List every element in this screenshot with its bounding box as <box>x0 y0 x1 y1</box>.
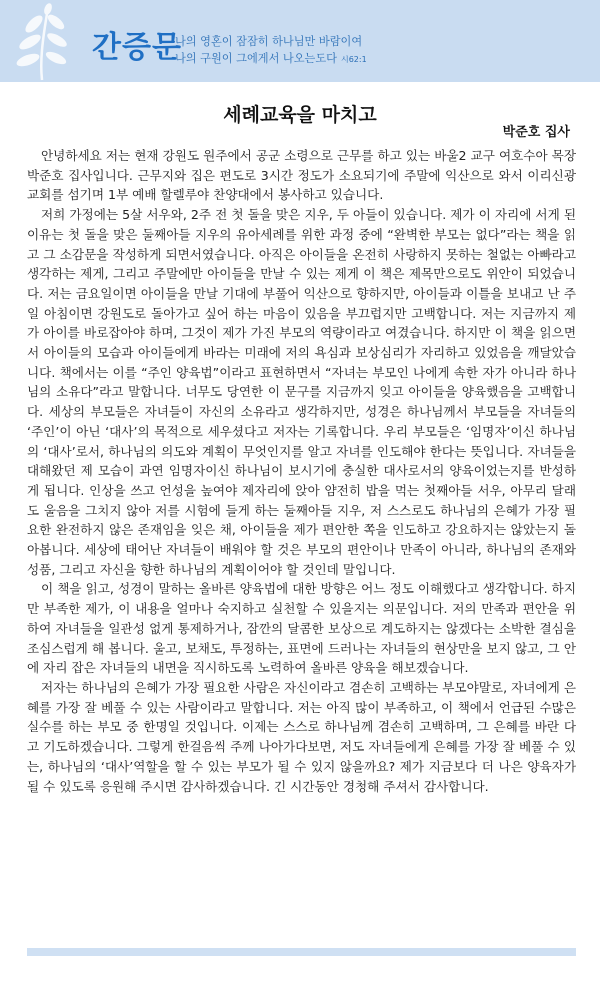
article-title: 세례교육을 마치고 <box>223 104 377 126</box>
article-body <box>27 146 576 796</box>
paragraph: 저자는 하나님의 은혜가 가장 필요한 사람은 자신이라고 겸손히 고백하는 부모야말로, 자녀에게 은혜를 가장 잘 베풀 수 있는 사람이라고 말합니다. 저는 아직 많이 부족하고, 이 책에서 언급된 수많은 실수를 하는 부모 중 한명일 것입니다. 이제는 스스로 하나님께 겸손히 고백하며, 그 은혜를 바란 다고 기도하겠습니다. 그렇게 한걸음씩 주께 나아가다보면, 저도 자녀들에게 은혜를 가장 잘 베풀 수 있는, 하나님의 ‘대사’역할을 할 수 있는 부모가 될 수 있지 않을까요? 제가 지금보다 더 나은 양육자가 될 수 있도록 응원해 주시면 감사하겠습니다. 긴 시간동안 경청해 주셔서 감사합니다. <box>27 679 576 794</box>
olive-branch-icon <box>4 2 84 82</box>
verse-reference: 시62:1 <box>340 55 367 64</box>
section-brand: 간증문 <box>92 30 182 65</box>
article-author: 박준호 집사 <box>502 125 570 140</box>
header-banner <box>0 0 600 82</box>
paragraph: 안녕하세요 저는 현재 강원도 원주에서 공군 소령으로 근무를 하고 있는 바울2 교구 여호수아 목장 박준호 집사입니다. 근무지와 집은 편도로 3시간 정도가 소요되기에 주말에 익산으로 와서 이리신광교회를 섬기며 1부 예배 할렐루야 찬양대에서 봉사하고 있습니다. <box>27 148 576 203</box>
verse-line-1: 나의 영혼이 잠잠히 하나님만 바람이여 <box>175 35 363 48</box>
paragraph: 이 책을 읽고, 성경이 말하는 올바른 양육법에 대한 방향은 어느 정도 이해했다고 생각합니다. 하지만 부족한 제가, 이 내용을 얼마나 숙지하고 실천할 수 있을지는 의문입니다. 저의 만족과 편안을 위하여 자녀들을 일관성 없게 통제하거나, 잠깐의 달콤한 보상으로 계도하지는 않겠다는 소박한 결심을 조심스럽게 해 봅니다. 울고, 보채도, 투정하는, 표면에 드러나는 자녀들의 현상만을 보지 않고, 그 안에 자리 잡은 자녀들의 내면을 직시하도록 노력하여 올바른 양육을 해보겠습니다. <box>27 581 576 676</box>
footer-bar <box>27 948 576 956</box>
scripture-verse <box>175 33 367 68</box>
paragraph: 저희 가정에는 5살 서우와, 2주 전 첫 돌을 맞은 지우, 두 아들이 있습니다. 제가 이 자리에 서게 된 이유는 첫 돌을 맞은 둘째아들 지우의 유아세례를 위한 과정 중에 “완벽한 부모는 없다”라는 책을 읽고 그 소감문을 작성하게 되면서였습니다. 아직은 아이들을 온전히 사랑하지 못하는 철없는 아빠라고 생각하는 제게, 그리고 주말에만 아이들을 만날 수 있는 제게 이 책은 제목만으로도 위안이 되었습니다. 저는 금요일이면 아이들을 만날 기대에 부풀어 익산으로 향하지만, 아이들과 이틀을 보내고 난 주일 아침이면 강원도로 돌아가고 싶어 하는 마음이 있음을 부끄럽지만 고백합니다. 저는 지금까지 제가 아이를 바로잡아야 하며, 그것이 제가 가진 부모의 역량이라고 여겼습니다. 하지만 이 책을 읽으면서 아이들의 모습과 아이들에게 바라는 미래에 저의 욕심과 보상심리가 자리하고 있었음을 깨달았습니다. 책에서는 이를 “주인 양육법”이라고 표현하면서 “자녀는 부모인 나에게 속한 자가 아니라 하나님의 소유다”라고 말합니다. 너무도 당연한 이 문구를 지금까지 잊고 아이들을 양육했음을 고백합니다. 세상의 부모들은 자녀들이 자신의 소유라고 생각하지만, 성경은 하나님께서 부모들을 자녀들의 ‘주인’이 아닌 ‘대사’의 목적으로 세우셨다고 저자는 기록합니다. 우리 부모들은 ‘임명자’이신 하나님의 ‘대사’로서, 하나님의 의도와 계획이 무엇인지를 알고 자녀를 인도해야 한다는 뜻입니다. 자녀들을 대해왔던 제 모습이 과연 임명자이신 하나님이 보시기에 충실한 대사로서의 양육이었는지를 반성하게 됩니다. 인상을 쓰고 언성을 높여야 제자리에 앉아 얌전히 밥을 먹는 첫째아들 서우, 아무리 달래도 울음을 그치지 않아 저를 시험에 들게 하는 둘째아들 지우, 저 스스로도 하나님의 은혜가 가장 필요한 완전하지 않은 존재임을 잊은 채, 아이들을 제가 편안한 쪽을 인도하고 강요하지는 않았는지 돌아봅니다. 세상에 태어난 자녀들이 배워야 할 것은 부모의 편안이나 만족이 아니라, 하나님의 존재와 성품, 그리고 자신을 향한 하나님의 계획이어야 할 것인데 말입니다. <box>27 207 576 577</box>
verse-line-2: 나의 구원이 그에게서 나오는도다 <box>175 52 337 65</box>
